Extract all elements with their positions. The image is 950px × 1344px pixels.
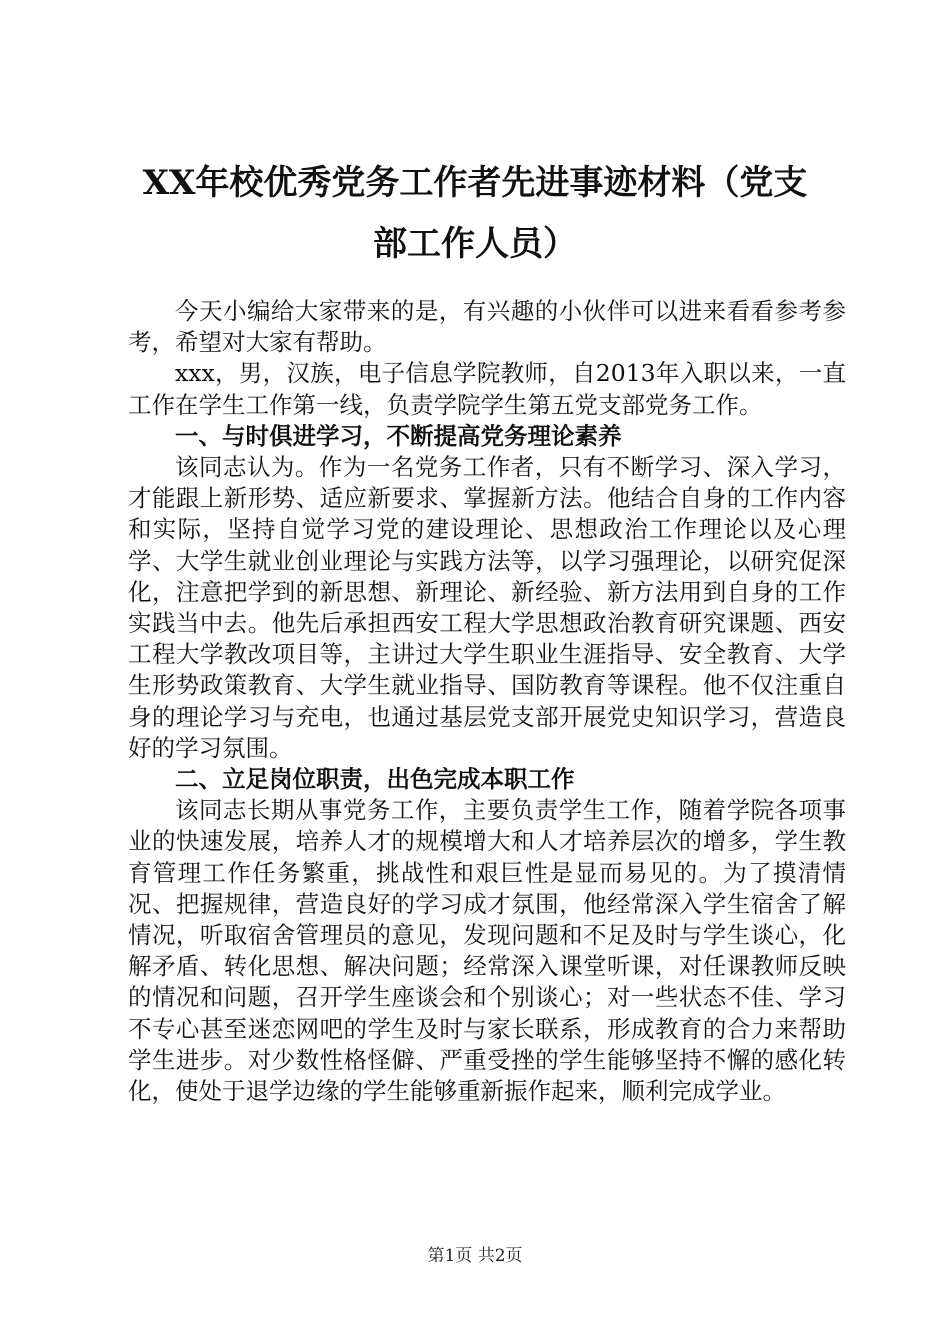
section-2-paragraph: 该同志长期从事党务工作，主要负责学生工作，随着学院各项事业的快速发展，培养人才的规模增大和人才培养层次的增多，学生教育管理工作任务繁重，挑战性和艰巨性是显而易见的。为了摸清情况、把握规律，营造良好的学习成才氛围，他经常深入学生宿舍了解情况，听取宿舍管理员的意见，发现问题和不足及时与学生谈心，化解矛盾、转化思想、解决问题；经常深入课堂听课，对任课教师反映的情况和问题，召开学生座谈会和个别谈心；对一些状态不佳、学习不专心甚至迷恋网吧的学生及时与家长联系，形成教育的合力来帮助学生进步。对少数性格怪僻、严重受挫的学生能够坚持不懈的感化转化，使处于退学边缘的学生能够重新振作起来，顺利完成学业。 xyxy=(128,796,846,1106)
intro-paragraph: 今天小编给大家带来的是，有兴趣的小伙伴可以进来看看参考参考，希望对大家有帮助。 xyxy=(128,297,846,357)
section-2-heading: 二、立足岗位职责，出色完成本职工作 xyxy=(175,765,575,794)
document-title-line-2: 部工作人员） xyxy=(373,224,577,264)
page-footer: 第1页 共2页 xyxy=(427,1246,523,1266)
section-1-paragraph: 该同志认为。作为一名党务工作者，只有不断学习、深入学习，才能跟上新形势、适应新要求、掌握新方法。他结合自身的工作内容和实际，坚持自觉学习党的建设理论、思想政治工作理论以及心理学、大学生就业创业理论与实践方法等，以学习强理论，以研究促深化，注意把学到的新思想、新理论、新经验、新方法用到自身的工作实践当中去。他先后承担西安工程大学思想政治教育研究课题、西安工程大学教改项目等，主讲过大学生职业生涯指导、安全教育、大学生形势政策教育、大学生就业指导、国防教育等课程。他不仅注重自身的理论学习与充电，也通过基层党支部开展党史知识学习，营造良好的学习氛围。 xyxy=(128,453,846,762)
document-title-line-1: XX年校优秀党务工作者先进事迹材料（党支 xyxy=(142,163,808,203)
document-body xyxy=(128,296,846,1107)
section-1-heading: 一、与时俱进学习，不断提高党务理论素养 xyxy=(175,421,622,450)
profile-paragraph: xxx，男，汉族，电子信息学院教师，自2013年入职以来，一直工作在学生工作第一线，负责学院学生第五党支部党务工作。 xyxy=(128,359,846,419)
